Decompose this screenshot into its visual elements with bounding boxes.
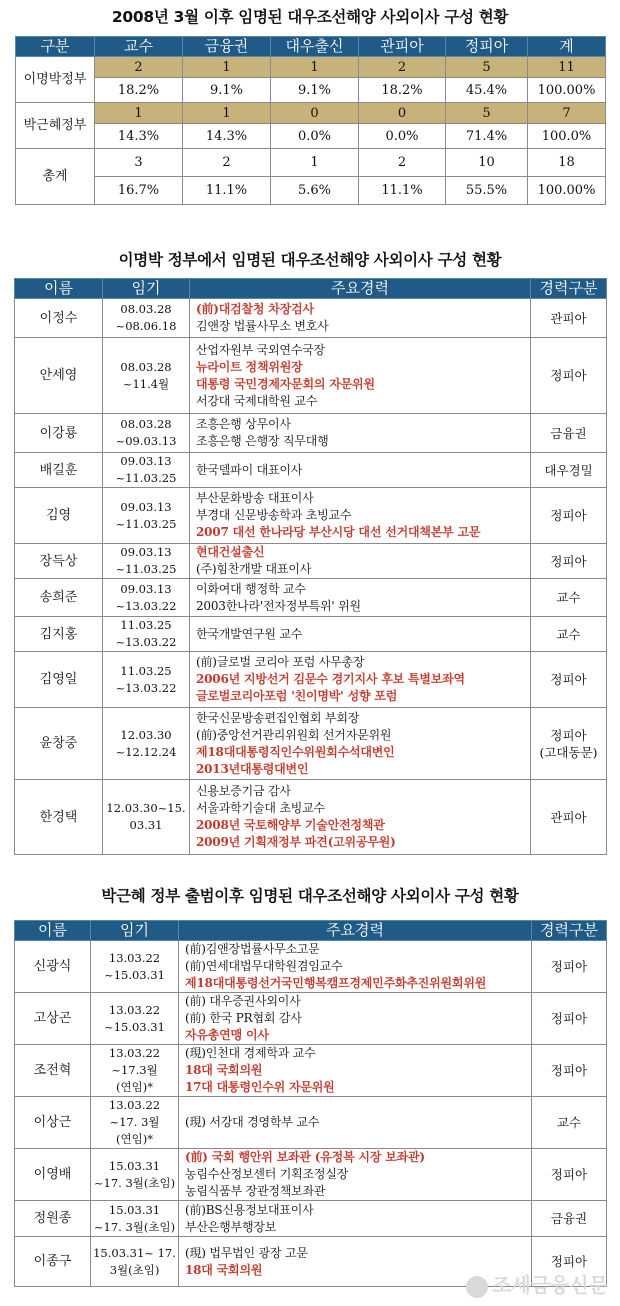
- category-cell: [532, 1045, 607, 1097]
- table3-title: 박근혜 정부 출범이후 임명된 대우조선해양 사외이사 구성 현황: [101, 887, 519, 905]
- career-line: 2009년 기획재정부 파견(고위공무원): [196, 835, 396, 849]
- percent-cell: 18.2%: [95, 78, 183, 103]
- career-line: (前) 국회 행안위 보좌관 (유정복 시장 보좌관): [185, 1150, 425, 1164]
- column-header: 이름: [15, 279, 103, 299]
- table-row: [15, 453, 607, 488]
- career-cell: [190, 488, 531, 544]
- category-line: 대우경밀: [544, 462, 593, 478]
- category-cell: [531, 453, 607, 488]
- column-header: 임기: [91, 921, 179, 941]
- career-line: 서울과학기술대 초빙교수: [196, 801, 325, 815]
- column-header: 주요경력: [190, 279, 531, 299]
- table-row: [15, 544, 607, 579]
- category-cell: [532, 1149, 607, 1201]
- row-label: 박근혜정부: [16, 103, 95, 149]
- percent-cell: 45.4%: [446, 78, 528, 103]
- career-cell: [190, 453, 531, 488]
- term-line: 12.03.30~15.: [106, 801, 186, 815]
- table-row: [15, 780, 607, 855]
- percent-cell: 55.5%: [446, 177, 528, 205]
- category-line: 관피아: [550, 809, 587, 825]
- name-cell: 김영: [15, 488, 103, 544]
- column-header: 관피아: [359, 37, 446, 57]
- table-row: [16, 57, 606, 78]
- career-line: 부산문화방송 대표이사: [196, 491, 314, 505]
- category-line: 정피아: [550, 1063, 588, 1078]
- count-cell: 2: [95, 57, 183, 78]
- percent-cell: 71.4%: [446, 124, 528, 149]
- career-line: 조흥은행 상무이사: [196, 417, 291, 431]
- name-cell: 고상곤: [15, 993, 91, 1045]
- career-cell: [179, 1149, 532, 1201]
- career-cell: [190, 708, 531, 780]
- name-cell: 윤창중: [15, 708, 103, 780]
- career-line: (前)글로벌 코리아 포럼 사무총장: [196, 655, 365, 669]
- term-line: 13.03.22: [108, 1098, 161, 1112]
- career-line: 조흥은행 은행장 직무대행: [196, 434, 329, 448]
- term-cell: [103, 414, 190, 453]
- column-header: 임기: [103, 279, 190, 299]
- logo-icon: [466, 1276, 488, 1298]
- term-cell: [103, 299, 190, 338]
- name-cell: 김영일: [15, 652, 103, 708]
- category-line: 정피아: [550, 727, 587, 743]
- category-cell: [531, 488, 607, 544]
- career-line: 현대건설출신: [196, 545, 265, 559]
- category-cell: [531, 579, 607, 617]
- term-cell: [103, 579, 190, 617]
- column-header: 구분: [16, 37, 95, 57]
- category-cell: [531, 617, 607, 652]
- table-row: [15, 708, 607, 780]
- term-line: ~13.03.22: [115, 635, 177, 649]
- category-cell: [531, 299, 607, 338]
- category-cell: [531, 780, 607, 855]
- percent-cell: 11.1%: [359, 177, 446, 205]
- career-line: (前)김앤장법률사무소고문: [185, 942, 320, 956]
- name-cell: 장득상: [15, 544, 103, 579]
- career-line: (前) 한국 PR협회 감사: [185, 1011, 302, 1025]
- name-cell: 김지홍: [15, 617, 103, 652]
- column-header: 금융권: [183, 37, 271, 57]
- count-cell: 5: [446, 103, 528, 124]
- count-cell: 3: [95, 149, 183, 177]
- count-cell: 1: [271, 57, 359, 78]
- term-line: (연임)*: [116, 1080, 153, 1094]
- term-line: 13.03.22: [108, 1046, 161, 1060]
- career-line: 자유총연맹 이사: [185, 1028, 269, 1042]
- category-cell: [531, 414, 607, 453]
- career-line: 대통령 국민경제자문회의 자문위원: [196, 376, 375, 391]
- term-line: 08.03.28: [120, 417, 172, 431]
- count-cell: 5: [446, 57, 528, 78]
- count-cell: 10: [446, 149, 528, 177]
- name-cell: 이정수: [15, 299, 103, 338]
- category-cell: [532, 1201, 607, 1237]
- percent-cell: 11.1%: [183, 177, 271, 205]
- table-row: [15, 414, 607, 453]
- column-header: 대우출신: [271, 37, 359, 57]
- term-line: ~11.03.25: [115, 562, 177, 576]
- term-line: 3월(초임): [109, 1262, 160, 1277]
- category-line: 정피아: [550, 1167, 588, 1182]
- term-line: ~15.03.31: [104, 1019, 165, 1034]
- career-cell: [190, 338, 531, 414]
- career-line: 산업자원부 국외연수국장: [196, 342, 325, 357]
- column-header: 이름: [15, 921, 91, 941]
- career-cell: [190, 780, 531, 855]
- career-line: 부산은행부행장보: [185, 1219, 277, 1234]
- category-line: 정피아: [550, 368, 587, 383]
- category-line: 교수: [556, 1115, 582, 1130]
- name-cell: 배길훈: [15, 453, 103, 488]
- career-line: (前)BS신용정보대표이사: [185, 1202, 314, 1217]
- category-line: (고대동문): [539, 744, 598, 760]
- table-row: [16, 149, 606, 177]
- name-cell: 이종구: [15, 1237, 91, 1287]
- career-line: 제18대대통령선거국민행복캠프경제민주화추진위원회위원: [185, 976, 487, 990]
- career-line: 한국개발연구원 교수: [196, 626, 303, 641]
- career-cell: [179, 941, 532, 993]
- career-line: 2008년 국토해양부 기술안전정책관: [196, 818, 385, 832]
- term-line: 13.03.22: [108, 950, 161, 965]
- term-line: 15.03.31: [108, 1202, 161, 1217]
- term-line: 03.31: [129, 818, 163, 832]
- career-cell: [190, 579, 531, 617]
- table1-title: 2008년 3월 이후 임명된 대우조선해양 사외이사 구성 현황: [111, 8, 509, 26]
- category-cell: [531, 338, 607, 414]
- career-cell: [190, 652, 531, 708]
- career-line: 18대 국회의원: [185, 1063, 263, 1077]
- percent-cell: 14.3%: [95, 124, 183, 149]
- percent-cell: 100.0%: [528, 124, 606, 149]
- name-cell: 안세영: [15, 338, 103, 414]
- column-header: 정피아: [446, 37, 528, 57]
- career-cell: [190, 617, 531, 652]
- percent-cell: 16.7%: [95, 177, 183, 205]
- table-row: [15, 652, 607, 708]
- term-line: 11.03.25: [120, 618, 172, 632]
- category-cell: [531, 652, 607, 708]
- term-line: ~11.03.25: [115, 516, 177, 531]
- career-line: (주)힘찬개발 대표이사: [196, 562, 312, 576]
- category-cell: [531, 708, 607, 780]
- career-line: 농림식품부 장관정책보좌관: [185, 1184, 326, 1198]
- term-line: ~12.12.24: [115, 744, 177, 759]
- table-row: [16, 103, 606, 124]
- name-cell: 신광식: [15, 941, 91, 993]
- row-label: 총계: [16, 149, 95, 205]
- career-cell: [190, 544, 531, 579]
- career-line: 2007 대선 한나라당 부산시당 대선 선거대책본부 고문: [196, 525, 481, 539]
- term-line: 08.03.28: [120, 302, 172, 316]
- name-cell: 정원종: [15, 1201, 91, 1237]
- career-line: (前)대검찰청 차장검사: [196, 302, 314, 316]
- term-line: ~17. 3월(초임): [93, 1175, 176, 1190]
- count-cell: 1: [271, 149, 359, 177]
- term-cell: [91, 1149, 179, 1201]
- table-row: [15, 299, 607, 338]
- career-line: 신용보증기금 감사: [196, 784, 291, 798]
- term-cell: [103, 780, 190, 855]
- column-header: 경력구분: [532, 921, 607, 941]
- column-header: 교수: [95, 37, 183, 57]
- career-cell: [179, 1201, 532, 1237]
- term-line: 15.03.31: [108, 1158, 161, 1173]
- category-line: 교수: [556, 590, 581, 605]
- term-line: 15.03.31~ 17.: [93, 1245, 176, 1260]
- term-line: ~11.4월: [122, 376, 170, 391]
- category-line: 금융권: [550, 425, 587, 441]
- category-line: 정피아: [550, 553, 587, 569]
- percent-cell: 14.3%: [183, 124, 271, 149]
- career-cell: [190, 299, 531, 338]
- table-row: [15, 338, 607, 414]
- table-row: [15, 579, 607, 617]
- career-cell: [179, 1097, 532, 1149]
- count-cell: 18: [528, 149, 606, 177]
- category-line: 정피아: [550, 672, 587, 687]
- count-cell: 2: [359, 149, 446, 177]
- category-line: 금융권: [550, 1211, 588, 1226]
- table-row: [16, 78, 606, 103]
- term-cell: [91, 993, 179, 1045]
- category-cell: [532, 1097, 607, 1149]
- career-line: (前) 대우증권사외이사: [185, 994, 301, 1008]
- term-line: ~13.03.22: [115, 598, 177, 613]
- table-row: [15, 941, 607, 993]
- career-cell: [179, 1045, 532, 1097]
- career-line: 뉴라이트 정책위원장: [196, 359, 303, 374]
- table-row: [15, 1097, 607, 1149]
- career-line: 김앤장 법률사무소 변호사: [196, 319, 329, 333]
- term-cell: [91, 941, 179, 993]
- term-cell: [91, 1097, 179, 1149]
- career-line: 글로벌코리아포럼 '친이명박' 성향 포럼: [196, 689, 398, 703]
- term-cell: [91, 1201, 179, 1237]
- count-cell: 0: [359, 103, 446, 124]
- term-line: ~17.3월: [111, 1063, 158, 1077]
- name-cell: 이상근: [15, 1097, 91, 1149]
- career-line: 농림수산정보센터 기획조정실장: [185, 1167, 349, 1181]
- term-line: ~11.03.25: [115, 471, 177, 485]
- table2-title: 이명박 정부에서 임명된 대우조선해양 사외이사 구성 현황: [118, 251, 502, 269]
- count-cell: 2: [359, 57, 446, 78]
- column-header: 주요경력: [179, 921, 532, 941]
- name-cell: 이강룡: [15, 414, 103, 453]
- percent-cell: 9.1%: [271, 78, 359, 103]
- career-line: (現) 법무법인 광장 고문: [185, 1245, 308, 1260]
- career-cell: [179, 993, 532, 1045]
- career-line: (現) 서강대 경영학부 교수: [185, 1115, 320, 1129]
- term-cell: [103, 652, 190, 708]
- table-row: [15, 1201, 607, 1237]
- category-line: 정피아: [550, 1011, 588, 1026]
- category-line: 관피아: [550, 310, 587, 326]
- count-cell: 1: [95, 103, 183, 124]
- career-line: 부경대 신문방송학과 초빙교수: [196, 508, 352, 522]
- career-line: (現)인천대 경제학과 교수: [185, 1046, 316, 1060]
- watermark-logo: 조세금융신문: [466, 1269, 608, 1298]
- term-line: 08.03.28: [120, 359, 172, 374]
- percent-cell: 100.00%: [528, 78, 606, 103]
- count-cell: 0: [271, 103, 359, 124]
- term-line: (연임)*: [116, 1132, 153, 1146]
- count-cell: 1: [183, 57, 271, 78]
- table-row: [15, 1045, 607, 1097]
- category-line: 교수: [556, 626, 581, 642]
- percent-cell: 0.0%: [271, 124, 359, 149]
- term-line: 13.03.22: [108, 1002, 161, 1017]
- percent-cell: 5.6%: [271, 177, 359, 205]
- career-line: 서강대 국제대학원 교수: [196, 393, 318, 408]
- term-cell: [91, 1045, 179, 1097]
- count-cell: 11: [528, 57, 606, 78]
- name-cell: 조전혁: [15, 1045, 91, 1097]
- career-line: (前)연세대법무대학원겸임교수: [185, 959, 343, 973]
- career-cell: [190, 414, 531, 453]
- career-line: 제18대대통령직인수위원회수석대변인: [196, 744, 395, 759]
- term-line: 12.03.30: [120, 727, 172, 742]
- category-line: 정피아: [550, 508, 587, 523]
- term-cell: [103, 617, 190, 652]
- table-row: [15, 1149, 607, 1201]
- category-cell: [532, 993, 607, 1045]
- term-line: ~15.03.31: [104, 967, 165, 982]
- career-line: (前)중앙선거관리위원회 선거자문위원: [196, 727, 392, 742]
- category-line: 정피아: [550, 959, 588, 974]
- count-cell: 2: [183, 149, 271, 177]
- term-line: 09.03.13: [120, 454, 172, 468]
- count-cell: 1: [183, 103, 271, 124]
- term-cell: [91, 1237, 179, 1287]
- term-line: ~17. 3월: [109, 1115, 160, 1129]
- term-line: ~13.03.22: [115, 680, 177, 695]
- term-cell: [103, 338, 190, 414]
- term-line: 09.03.13: [120, 499, 172, 514]
- career-line: 2013년대통령대변인: [196, 761, 309, 776]
- term-cell: [103, 453, 190, 488]
- term-line: 09.03.13: [120, 581, 172, 596]
- lee-government-table: [14, 278, 607, 855]
- term-line: ~09.03.13: [115, 434, 177, 448]
- name-cell: 이영배: [15, 1149, 91, 1201]
- career-line: 2006년 지방선거 김문수 경기지사 후보 특별보좌역: [196, 672, 465, 686]
- career-line: 17대 대통령인수위 자문위원: [185, 1080, 335, 1094]
- career-line: 한국델파이 대표이사: [196, 462, 303, 477]
- name-cell: 송희준: [15, 579, 103, 617]
- summary-table: [15, 36, 606, 205]
- column-header: 계: [528, 37, 606, 57]
- term-cell: [103, 488, 190, 544]
- career-line: 이화여대 행정학 교수: [196, 581, 306, 596]
- count-cell: 7: [528, 103, 606, 124]
- table-row: [15, 993, 607, 1045]
- category-cell: [532, 941, 607, 993]
- category-cell: [531, 544, 607, 579]
- term-line: 09.03.13: [120, 545, 172, 559]
- park-government-table: [14, 920, 607, 1287]
- career-line: 18대 국회의원: [185, 1262, 263, 1277]
- category-line: 정피아: [550, 1254, 588, 1269]
- name-cell: 한경택: [15, 780, 103, 855]
- term-cell: [103, 544, 190, 579]
- term-line: ~08.06.18: [115, 319, 177, 333]
- term-cell: [103, 708, 190, 780]
- table-row: [15, 617, 607, 652]
- term-line: 11.03.25: [120, 663, 172, 678]
- percent-cell: 9.1%: [183, 78, 271, 103]
- row-label: 이명박정부: [16, 57, 95, 103]
- career-line: 2003한나라'전자정부특위' 위원: [196, 598, 361, 613]
- term-line: ~17. 3월(초임): [93, 1219, 176, 1234]
- column-header: 경력구분: [531, 279, 607, 299]
- career-line: 한국신문방송편집인협회 부회장: [196, 710, 360, 725]
- percent-cell: 18.2%: [359, 78, 446, 103]
- table-row: [15, 488, 607, 544]
- table-row: [16, 177, 606, 205]
- percent-cell: 100.00%: [528, 177, 606, 205]
- percent-cell: 0.0%: [359, 124, 446, 149]
- table-row: [16, 124, 606, 149]
